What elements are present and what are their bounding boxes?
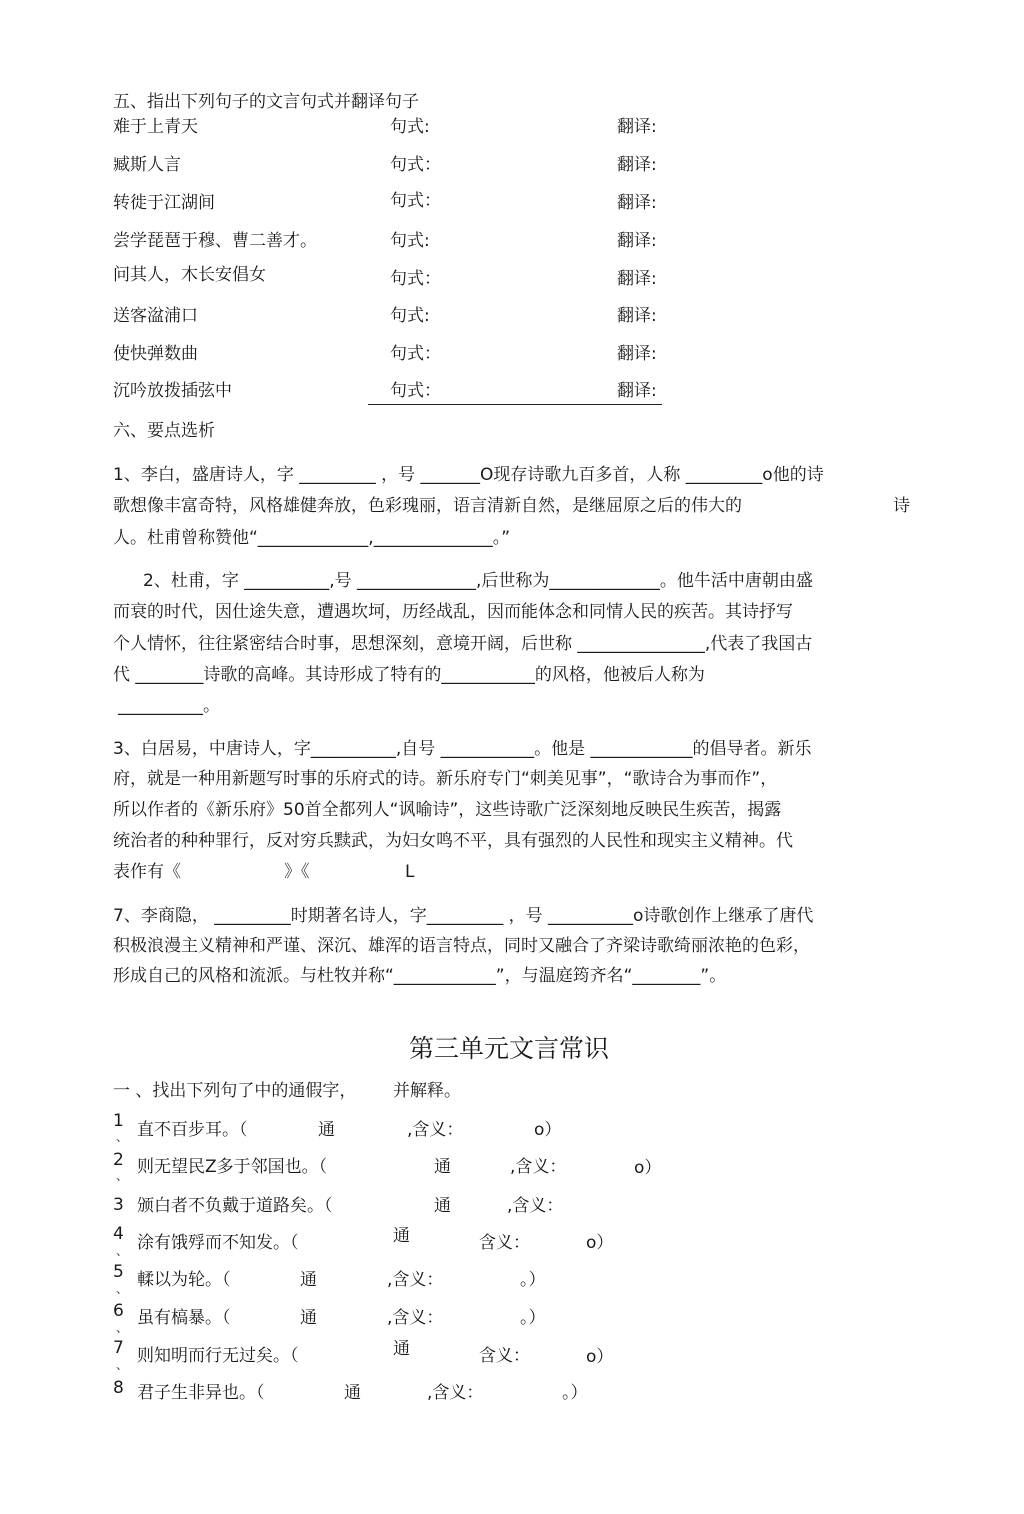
section5-heading: 五、指出下列句子的文言句式并翻译句子 bbox=[113, 92, 419, 112]
p1-line-2-end: 诗 bbox=[893, 496, 910, 516]
p7-line-3: 形成自己的风格和流派。与杜牧并称“____________”，与温庭筠齐名“________”。 bbox=[113, 966, 727, 986]
item-hanyi-8: ,含义： bbox=[427, 1383, 484, 1403]
item-number-6: 6 bbox=[113, 1301, 124, 1321]
p2-line-4: 代 ________诗歌的高峰。其诗形成了特有的___________的风格，他被后人称为 bbox=[113, 665, 705, 685]
pattern-label-1: 句式: bbox=[390, 117, 430, 137]
item-text-3: 颁白者不负戴于道路矣。（ bbox=[137, 1196, 333, 1216]
item-hanyi-1: ,含义： bbox=[407, 1120, 464, 1140]
translate-label-2: 翻译: bbox=[617, 155, 657, 175]
p3-line-5b: 》《 bbox=[284, 862, 310, 882]
item-end-5: 。） bbox=[520, 1270, 546, 1290]
item-number-4: 4 bbox=[113, 1224, 124, 1244]
item-tong-7: 通 bbox=[393, 1339, 410, 1359]
item-end-1: o） bbox=[534, 1120, 562, 1140]
item-text-2: 则无望民Z多于邻国也。（ bbox=[137, 1157, 328, 1177]
p7-line-1: 7、李商隐， _________时期著名诗人，字_________ ，号 __________o诗歌创作上继承了唐代 bbox=[113, 906, 814, 926]
p3-line-5c: L bbox=[405, 862, 415, 882]
p2-line-1: 2、杜甫，字 __________,号 ______________,后世称为_____________。他牛活中唐朝由盛 bbox=[143, 571, 813, 591]
item-tong-2: 通 bbox=[434, 1157, 451, 1177]
p1-line-1: 1、李白，盛唐诗人，字 _________ ，号 _______O现存诗歌九百多首，人称 _________o他的诗 bbox=[113, 465, 824, 485]
translate-label-3: 翻译: bbox=[617, 193, 657, 213]
item-number-5: 5 bbox=[113, 1262, 124, 1282]
sentence-7: 使快弹数曲 bbox=[113, 344, 198, 364]
p3-line-1: 3、白居易，中唐诗人，字__________,自号 ___________。他是 ____________的倡导者。新乐 bbox=[113, 739, 812, 759]
pattern-label-5: 句式： bbox=[390, 269, 441, 289]
item-number-8: 8 bbox=[113, 1378, 124, 1398]
item-text-8: 君子生非异也。（ bbox=[137, 1383, 265, 1403]
p2-line-3: 个人情怀，往往紧密结合时事，思想深刻，意境开阔，后世称 _______________,代表了我国古 bbox=[113, 634, 813, 654]
translate-label-5: 翻译: bbox=[617, 269, 657, 289]
sentence-3: 转徙于江湖间 bbox=[113, 193, 215, 213]
sentence-6: 送客湓浦口 bbox=[113, 306, 198, 326]
item-text-6: 虽有槁暴。（ bbox=[137, 1308, 231, 1328]
item-number-3: 3 bbox=[113, 1195, 124, 1215]
item-hanyi-3: ,含义： bbox=[507, 1196, 564, 1216]
sentence-5: 问其人，木长安倡女 bbox=[113, 265, 266, 285]
translate-label-4: 翻译: bbox=[617, 231, 657, 251]
translate-label-6: 翻译: bbox=[617, 306, 657, 326]
item-end-7: o） bbox=[586, 1347, 614, 1367]
item-tong-3: 通 bbox=[434, 1196, 451, 1216]
item-end-2: o） bbox=[634, 1158, 662, 1178]
p3-line-3: 所以作者的《新乐府》50首全都列人“讽喻诗”，这些诗歌广泛深刻地反映民生疾苦，揭露 bbox=[113, 800, 782, 820]
item-text-4: 涂有饿殍而不知发。（ bbox=[137, 1233, 299, 1253]
item-tick-1: 、 bbox=[116, 1130, 129, 1144]
p7-line-2: 积极浪漫主义精神和严谨、深沉、雄浑的语言特点，同时又融合了齐梁诗歌绮丽浓艳的色彩， bbox=[113, 936, 810, 956]
item-tick-5: 、 bbox=[116, 1282, 129, 1296]
item-text-7: 则知明而行无过矣。（ bbox=[137, 1346, 299, 1366]
sentence-4: 尝学琵琶于穆、曹二善才。 bbox=[113, 231, 317, 251]
unit3-title: 第三单元文言常识 bbox=[409, 1034, 610, 1063]
item-hanyi-6: ,含义： bbox=[387, 1308, 444, 1328]
p1-line-2: 歌想像丰富奇特，风格雄健奔放，色彩瑰丽，语言清新自然，是继屈原之后的伟大的 bbox=[113, 496, 742, 516]
unit3-intro-a: 一 、找出下列句了中的通假字， bbox=[113, 1081, 357, 1101]
item-tick-7: 、 bbox=[116, 1358, 129, 1372]
pattern-label-7: 句式： bbox=[390, 344, 441, 364]
pattern-label-4: 句式: bbox=[390, 231, 430, 251]
item-hanyi-2: ,含义： bbox=[510, 1157, 567, 1177]
pattern-label-6: 句式: bbox=[390, 306, 430, 326]
unit3-intro-b: 并解释。 bbox=[393, 1081, 461, 1101]
pattern-label-2: 句式： bbox=[390, 155, 441, 175]
p2-line-5: __________。 bbox=[118, 696, 220, 716]
item-end-6: 。） bbox=[520, 1308, 546, 1328]
item-end-8: 。） bbox=[562, 1383, 588, 1403]
item-tong-1: 通 bbox=[318, 1120, 335, 1140]
item-tick-6: 、 bbox=[116, 1321, 129, 1335]
item-end-4: o） bbox=[586, 1233, 614, 1253]
item-number-7: 7 bbox=[113, 1338, 124, 1358]
p2-line-2: 而衰的时代，因仕途失意，遭遇坎坷，历经战乱，因而能体念和同情人民的疾苦。其诗抒写 bbox=[113, 602, 793, 622]
sentence-8: 沉吟放拨插弦中 bbox=[113, 381, 232, 401]
item-number-1: 1 bbox=[113, 1111, 124, 1131]
translate-label-7: 翻译: bbox=[617, 344, 657, 364]
pattern-label-3: 句式： bbox=[390, 191, 441, 211]
item-tick-2: 、 bbox=[116, 1169, 129, 1183]
p3-line-4: 统治者的种种罪行，反对穷兵黩武，为妇女鸣不平，具有强烈的人民性和现实主义精神。代 bbox=[113, 831, 793, 851]
translate-label-8: 翻译: bbox=[617, 381, 657, 401]
p3-line-2: 府，就是一种用新题写时事的乐府式的诗。新乐府专门“刺美见事”，“歌诗合为事而作”， bbox=[113, 769, 778, 789]
item-tick-4: 、 bbox=[116, 1244, 129, 1258]
item-hanyi-5: ,含义： bbox=[387, 1270, 444, 1290]
item-number-2: 2 bbox=[113, 1150, 124, 1170]
p3-line-5a: 表作有《 bbox=[113, 862, 181, 882]
item-tong-4: 通 bbox=[393, 1226, 410, 1246]
underline-rule bbox=[368, 404, 662, 405]
item-hanyi-7: 含义： bbox=[479, 1346, 530, 1366]
item-tong-6: 通 bbox=[300, 1308, 317, 1328]
item-text-1: 直不百步耳。（ bbox=[137, 1120, 248, 1140]
p1-line-3: 人。杜甫曾称赞他“_____________,______________。” bbox=[113, 528, 511, 548]
item-tong-5: 通 bbox=[300, 1270, 317, 1290]
item-text-5: 輮以为轮。（ bbox=[137, 1270, 231, 1290]
sentence-2: 臧斯人言 bbox=[113, 155, 181, 175]
pattern-label-8: 句式： bbox=[390, 381, 441, 401]
translate-label-1: 翻译: bbox=[617, 117, 657, 137]
sentence-1: 难于上青天 bbox=[113, 117, 198, 137]
item-hanyi-4: 含义： bbox=[479, 1233, 530, 1253]
item-tong-8: 通 bbox=[344, 1383, 361, 1403]
section6-heading: 六、要点选析 bbox=[113, 421, 215, 441]
